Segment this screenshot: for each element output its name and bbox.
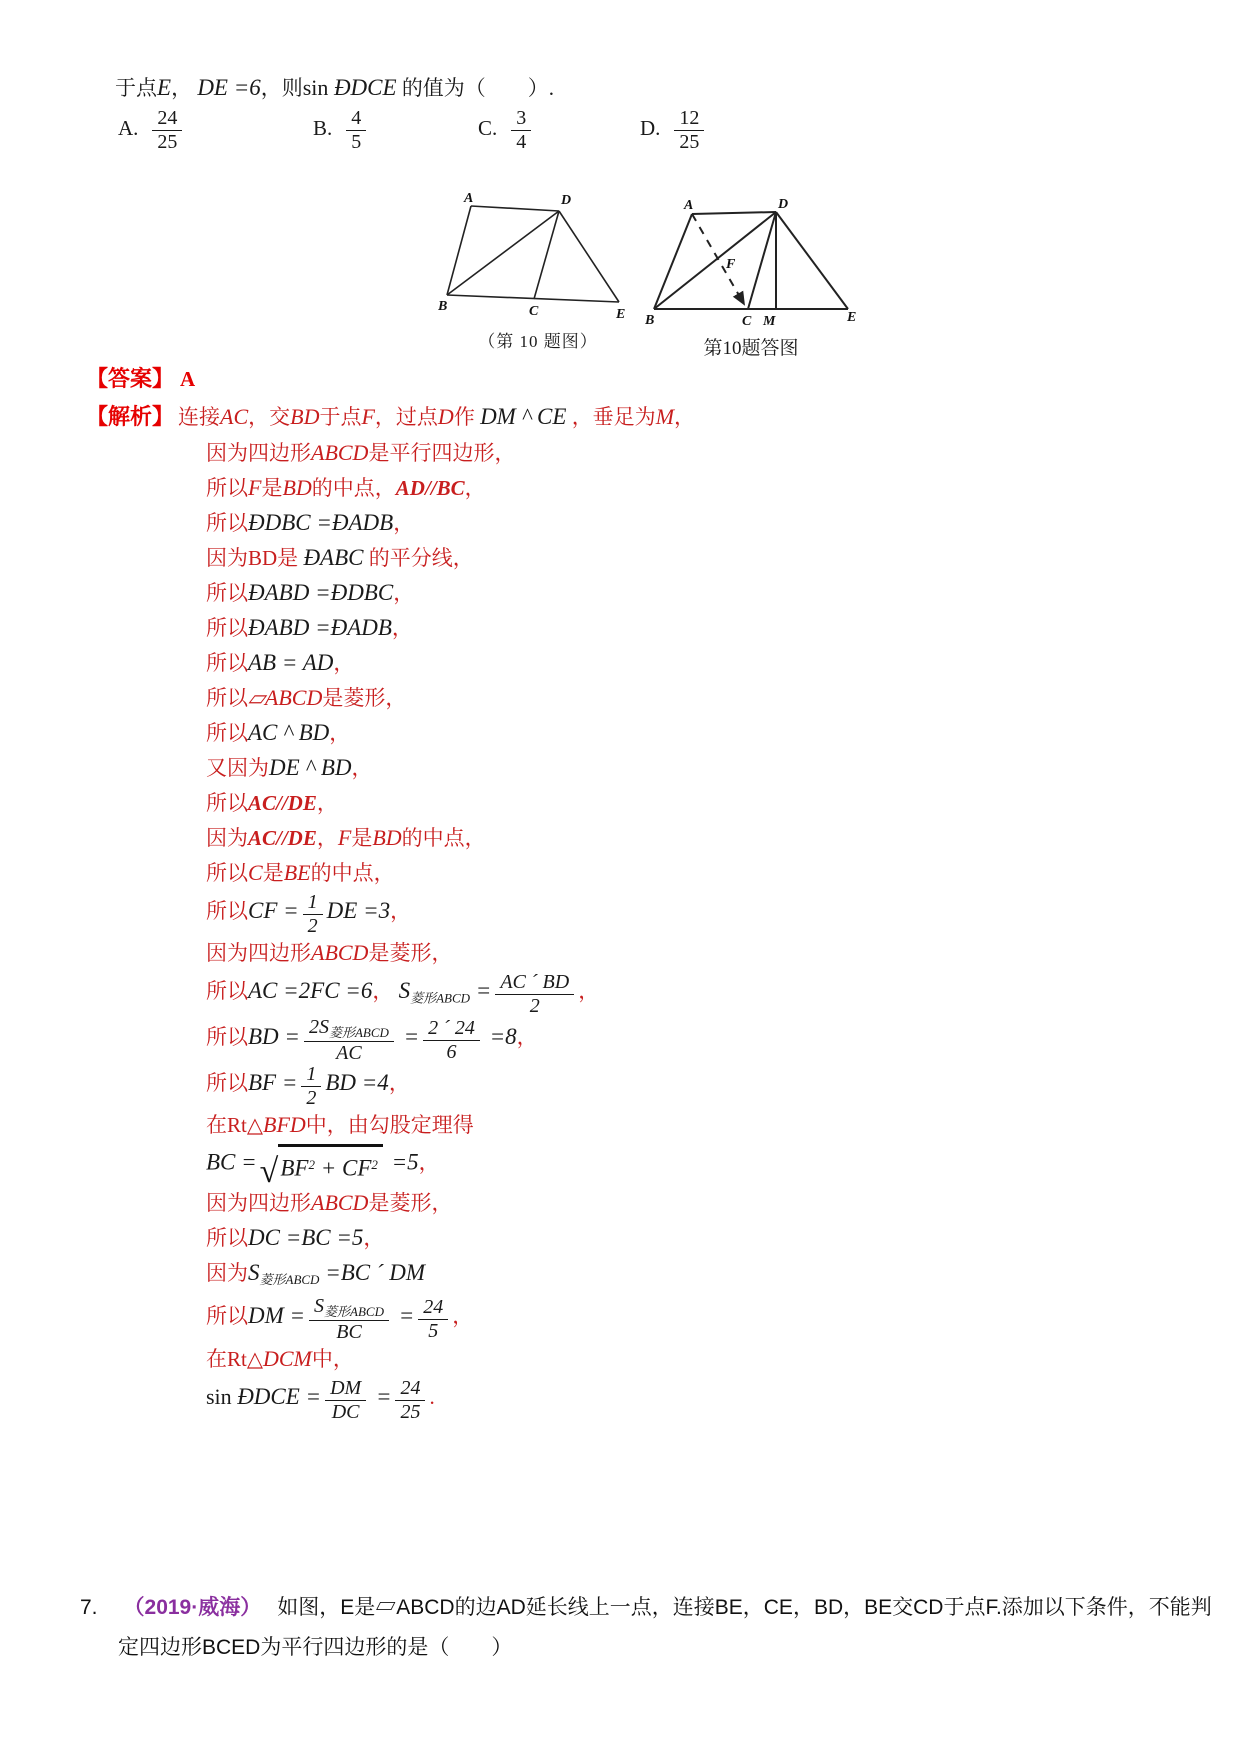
solution-line: 所以BD = $\frac{2S_{菱形ABCD}}{AC}$ = $\frac{2 ´ 24}{6}$ =8， xyxy=(206,1016,538,1064)
option-b-fraction xyxy=(346,108,366,153)
option-b-denominator: 5 xyxy=(351,131,362,153)
solution-line: 所以AB = AD， xyxy=(206,650,355,675)
option-a-label: A. xyxy=(118,116,139,141)
figure-question-10-caption: （第 10 题图） xyxy=(478,332,598,351)
fig2-label-m: M xyxy=(763,314,776,328)
figure-question-10 xyxy=(438,190,638,352)
answer-value: A xyxy=(180,367,196,391)
solution-line: 在Rt△BFD中，由勾股定理得 xyxy=(206,1111,474,1137)
question-7-text: 如图，E是▱ABCD的边AD延长线上一点，连接BE，CE，BD，BE交CD于点F.添加以下条件，不能判定四边形BCED为平行四边形的是（ ） xyxy=(118,1596,1212,1659)
solution-line: 所以DC =BC =5， xyxy=(206,1225,385,1251)
solution-line: 所以AC ^ BD， xyxy=(206,720,351,745)
figure-answer-10-caption: 第10题答图 xyxy=(703,338,799,359)
option-c xyxy=(478,108,535,153)
question-7 xyxy=(80,1588,1228,1668)
solution-line: 所以▱ABCD是菱形， xyxy=(206,685,407,710)
solution-line: 所以DM = $\frac{S_{菱形ABCD}}{BC}$ = $\frac{24}{5}$ ， xyxy=(206,1295,474,1344)
solution-first-line: 连接AC，交BD于点F，过点D作 DM ^ CE ，垂足为M， xyxy=(178,404,696,429)
fig2-label-c: C xyxy=(742,314,752,328)
solution-line: 因为四边形ABCD是平行四边形， xyxy=(206,440,516,465)
fig2-label-a: A xyxy=(684,198,694,213)
question-intro: 于点E， DE =6，则sin ÐDCE 的值为（ ）. xyxy=(115,75,555,100)
fig1-label-a: A xyxy=(464,191,474,206)
solution-line: 所以ÐABD =ÐADB， xyxy=(206,615,413,640)
figure-question-10-drawing xyxy=(438,190,638,322)
solution-line: 因为BD是 ÐABC 的平分线， xyxy=(206,545,474,570)
answer-row xyxy=(86,362,195,393)
option-c-denominator: 4 xyxy=(516,131,527,153)
option-a-numerator: 24 xyxy=(152,108,182,131)
option-d xyxy=(640,108,708,153)
solution-line: BC = √ $BF^2 + CF^2$ =5， xyxy=(206,1144,986,1187)
solution-line: 因为$S_{菱形ABCD} =BC$ ´ DM xyxy=(206,1260,426,1288)
option-b xyxy=(313,108,370,153)
option-c-fraction xyxy=(511,108,531,153)
fig2-label-d: D xyxy=(778,197,789,212)
solution-line: 所以ÐABD =ÐDBC， xyxy=(206,580,415,605)
option-d-numerator: 12 xyxy=(674,108,704,131)
solution-line: 所以ÐDBC =ÐADB， xyxy=(206,510,415,535)
fig1-label-d: D xyxy=(561,193,572,208)
fig2-label-f: F xyxy=(726,257,736,272)
fig1-label-e: E xyxy=(616,307,626,322)
solution-first-row xyxy=(86,400,986,437)
solution-line: sin ÐDCE = $\frac{DM}{DC}$ = $\frac{24}{25}$ . xyxy=(206,1377,435,1424)
solution-line: 因为四边形ABCD是菱形， xyxy=(206,940,453,965)
fig2-label-b: B xyxy=(645,313,655,328)
solution-lines xyxy=(206,437,986,1423)
solution-line: 因为四边形ABCD是菱形， xyxy=(206,1190,453,1216)
option-c-numerator: 3 xyxy=(511,108,531,131)
solution-line: 所以AC =2FC =6， $S_{菱形ABCD}$ = $\frac{AC ´ BD}{2}$ ， xyxy=(206,971,600,1017)
figure-answer-10 xyxy=(645,196,857,360)
option-a-fraction xyxy=(152,108,182,153)
solution-line: 所以F是BD的中点，AD//BC， xyxy=(206,475,486,500)
option-a-denominator: 25 xyxy=(157,131,178,153)
option-d-denominator: 25 xyxy=(679,131,700,153)
option-a xyxy=(118,108,186,153)
solution-line: 所以CF = $\frac{1}{2}$ DE =3， xyxy=(206,891,412,937)
option-d-label: D. xyxy=(640,116,661,141)
fig2-label-e: E xyxy=(847,310,857,325)
solution-line: 在Rt△DCM中， xyxy=(206,1346,354,1372)
solution-line: 因为AC//DE，F是BD的中点， xyxy=(206,825,486,850)
question-7-source: （2019·威海） xyxy=(123,1596,262,1619)
option-d-fraction xyxy=(674,108,704,153)
solution-label: 【解析】 xyxy=(86,404,175,429)
solution-line: 所以C是BE的中点， xyxy=(206,860,395,885)
solution-line: 又因为DE ^ BD， xyxy=(206,755,373,780)
solution-line: 所以BF = $\frac{1}{2}$ BD =4， xyxy=(206,1062,410,1109)
option-b-numerator: 4 xyxy=(346,108,366,131)
option-c-label: C. xyxy=(478,116,498,141)
option-b-label: B. xyxy=(313,116,333,141)
solution-line: 所以AC//DE， xyxy=(206,791,338,815)
answer-label: 【答案】 xyxy=(86,366,175,391)
figure-answer-10-drawing xyxy=(645,196,857,328)
fig1-label-b: B xyxy=(438,299,448,314)
fig1-label-c: C xyxy=(529,304,539,319)
solution-section xyxy=(86,400,986,1423)
question-7-number: 7. xyxy=(80,1596,98,1619)
